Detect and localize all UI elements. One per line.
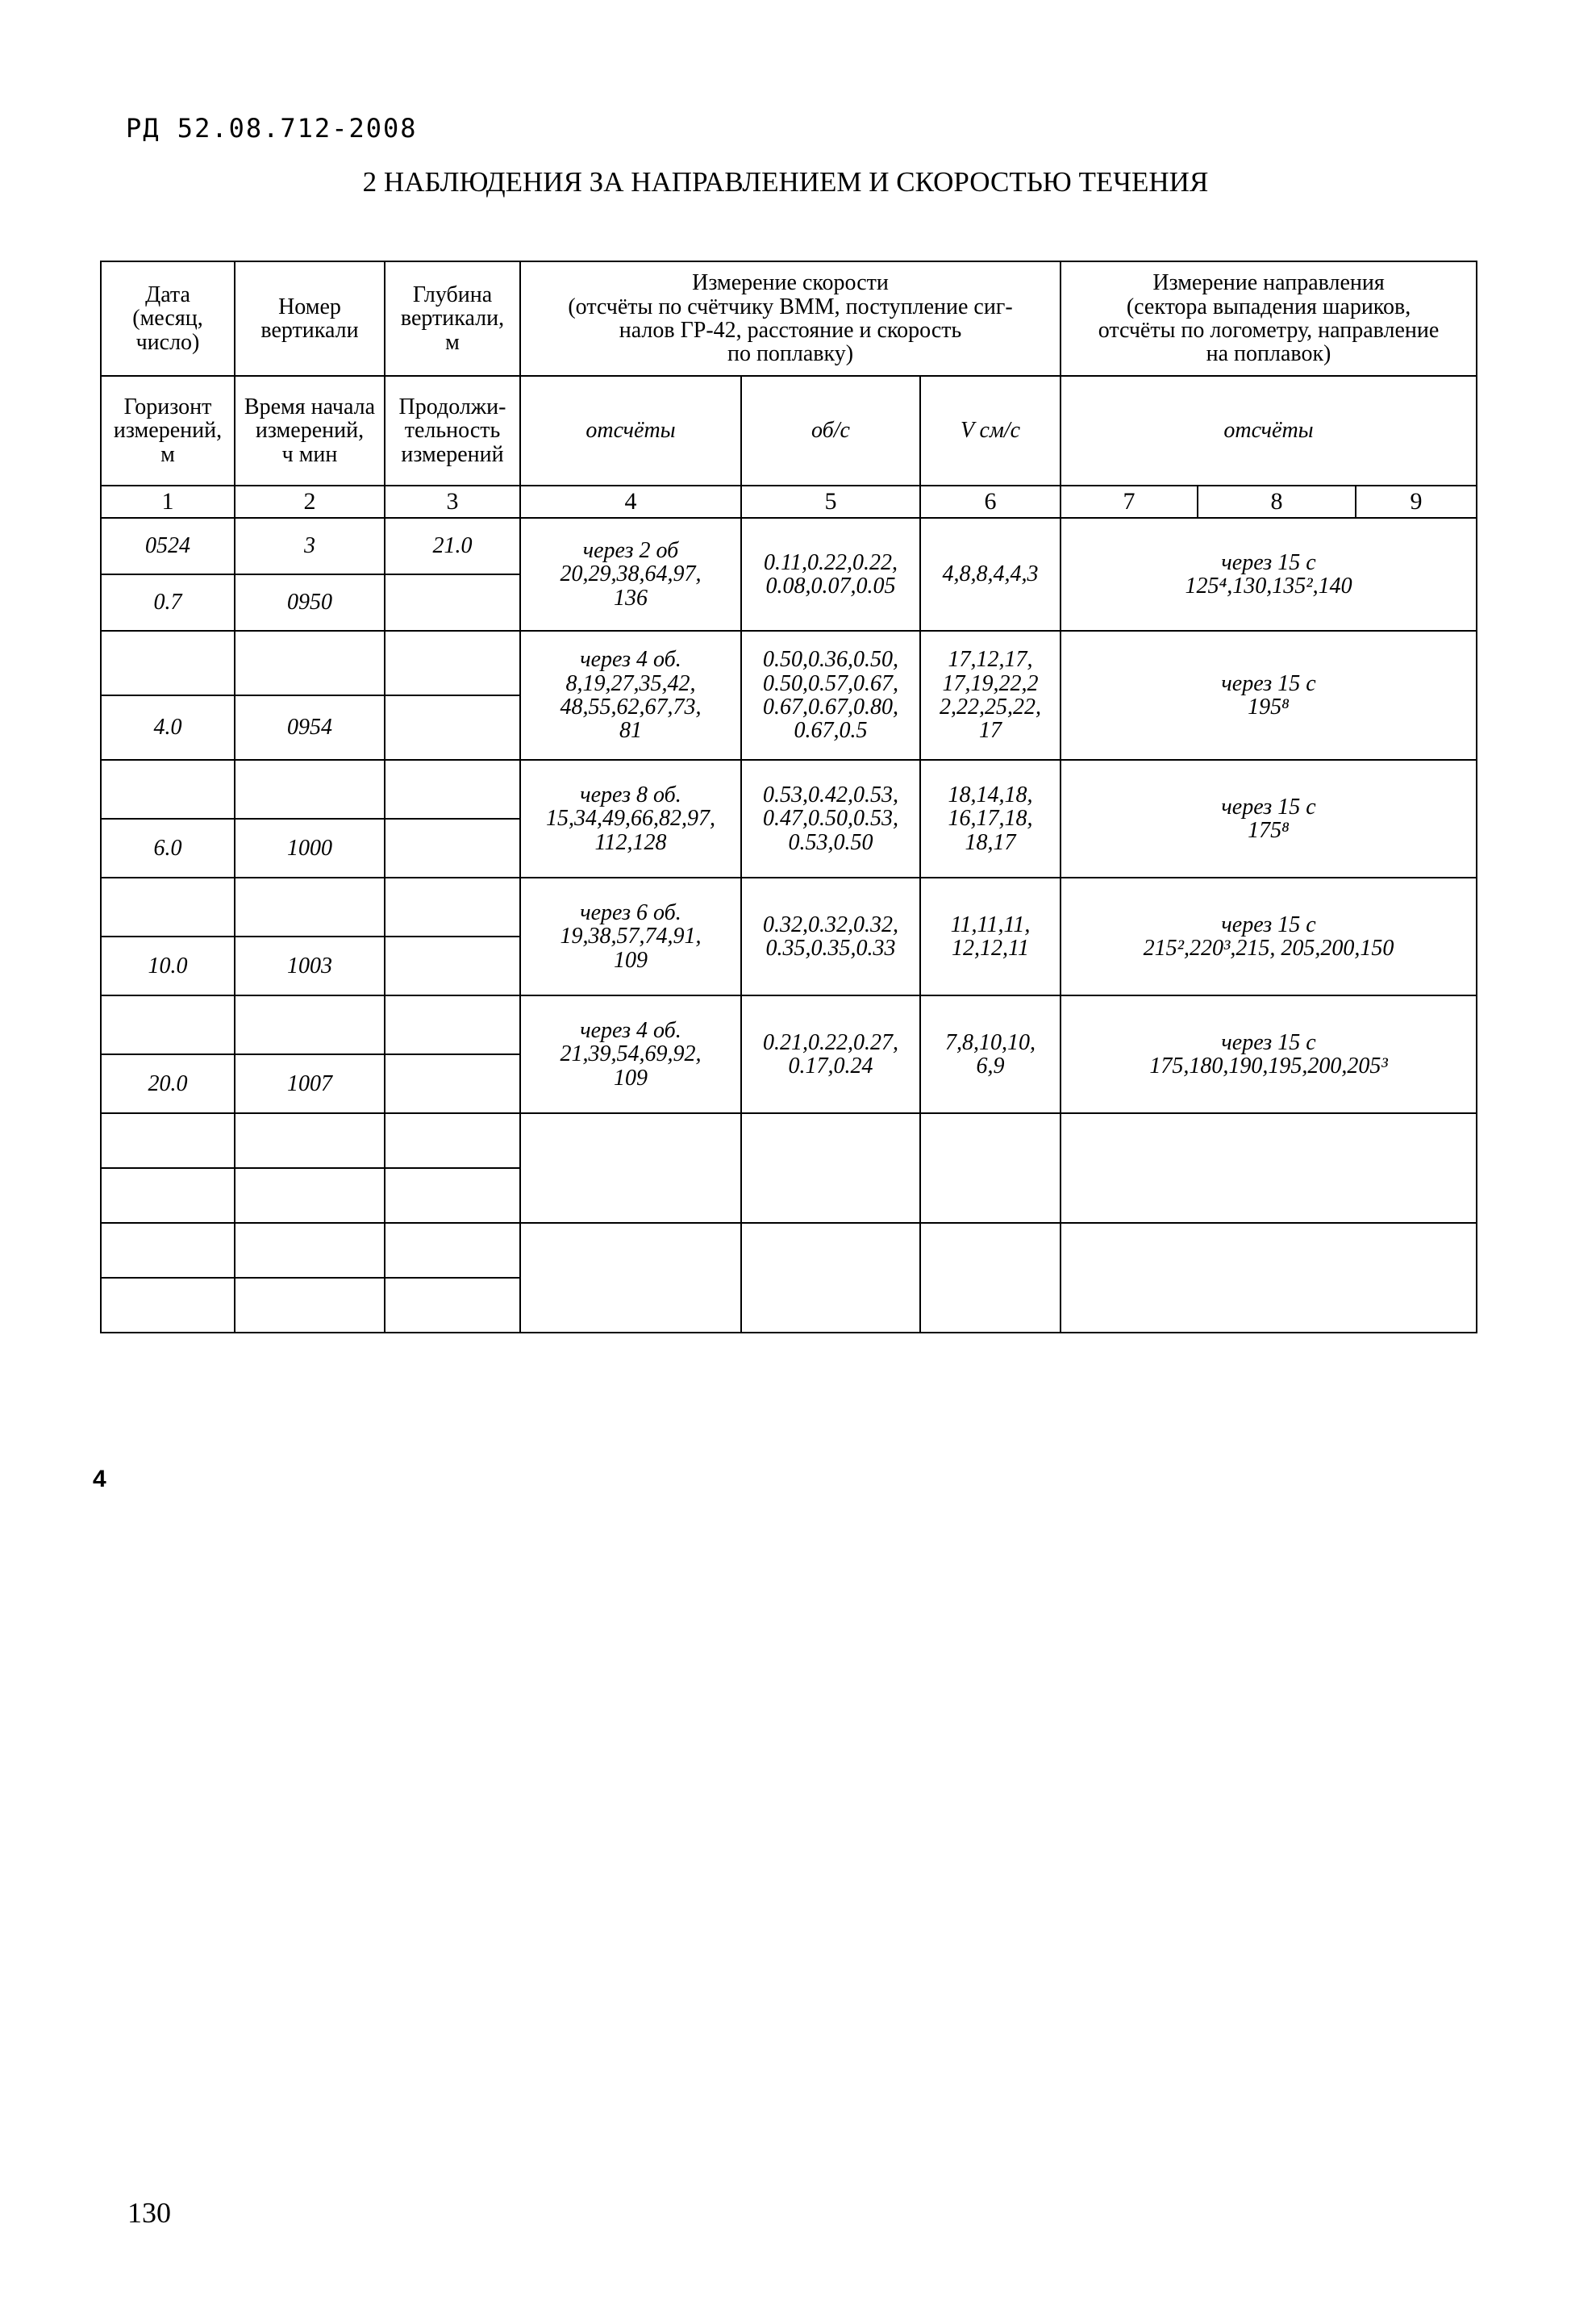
text-line: 12,12,11	[952, 936, 1029, 961]
readings-cell-text	[523, 901, 738, 972]
text-line: через 6 об.	[580, 899, 681, 925]
velocity-cell-text	[923, 913, 1057, 961]
text-line: через 4 об.	[580, 1017, 681, 1043]
text-line: 0.08,0.07,0.05	[765, 574, 896, 599]
revs-per-sec-cell	[741, 631, 920, 760]
empty-cell	[385, 1278, 520, 1333]
revs-per-sec-cell	[741, 760, 920, 878]
velocity-cell	[920, 760, 1061, 878]
vertical-number-cell	[235, 878, 385, 937]
empty-cell	[385, 1113, 520, 1168]
text-line: ч мин	[281, 441, 338, 467]
text-line: 0.67,0.5	[794, 718, 868, 744]
column-number: 2	[235, 486, 385, 518]
horizon-cell: 10.0	[101, 937, 235, 995]
column-number: 5	[741, 486, 920, 518]
text-line: через 2 об	[582, 537, 679, 563]
direction-readings-cell-text	[1064, 913, 1473, 961]
readings-cell	[520, 760, 741, 878]
header-direction-readings: отсчёты	[1061, 376, 1477, 486]
vertical-number-cell	[235, 631, 385, 695]
text-line: через 15 с	[1221, 670, 1316, 696]
text-line: Измерение скорости	[692, 270, 889, 296]
velocity-cell-text	[923, 562, 1057, 586]
empty-cell	[235, 1168, 385, 1223]
text-line: Горизонт	[123, 394, 212, 419]
start-time-cell: 0950	[235, 574, 385, 631]
horizon-cell: 4.0	[101, 695, 235, 760]
text-line: Дата	[145, 282, 190, 307]
readings-cell	[520, 518, 741, 631]
direction-readings-cell	[1061, 995, 1477, 1113]
direction-readings-cell-text	[1064, 795, 1473, 843]
empty-cell	[385, 1168, 520, 1223]
text-line: 109	[614, 1065, 648, 1091]
start-time-cell: 0954	[235, 695, 385, 760]
date-cell	[101, 760, 235, 819]
duration-cell	[385, 1054, 520, 1113]
vertical-number-cell: 3	[235, 518, 385, 574]
readings-cell-text	[523, 539, 738, 610]
velocity-cell	[920, 631, 1061, 760]
column-number: 1	[101, 486, 235, 518]
empty-cell	[235, 1278, 385, 1333]
text-line: 215²,220³,215, 205,200,150	[1143, 936, 1394, 961]
duration-cell	[385, 574, 520, 631]
text-line: через 8 об.	[580, 782, 681, 807]
text-line: 0.32,0.32,0.32,	[763, 912, 898, 937]
empty-cell	[101, 1278, 235, 1333]
text-line: вертикали,	[400, 306, 505, 332]
vertical-depth-cell	[385, 631, 520, 695]
text-line: 109	[614, 947, 648, 973]
document-code: РД 52.08.712-2008	[126, 113, 418, 144]
horizon-cell: 20.0	[101, 1054, 235, 1113]
text-line: 6,9	[976, 1054, 1005, 1079]
date-cell	[101, 878, 235, 937]
empty-cell	[920, 1113, 1061, 1223]
text-line: 0.67,0.67,0.80,	[763, 695, 898, 720]
text-line: через 15 с	[1221, 549, 1316, 575]
empty-cell	[101, 1113, 235, 1168]
text-line: 81	[619, 718, 642, 744]
text-line: через 4 об.	[580, 647, 681, 673]
direction-readings-cell	[1061, 878, 1477, 995]
direction-readings-cell	[1061, 518, 1477, 631]
text-line: м	[445, 329, 460, 355]
velocity-cell	[920, 878, 1061, 995]
observation-table	[100, 261, 1477, 1333]
duration-cell	[385, 937, 520, 995]
vertical-depth-cell	[385, 995, 520, 1054]
empty-cell	[741, 1113, 920, 1223]
text-line: 0.35,0.35,0.33	[765, 936, 896, 961]
header-start-time	[235, 376, 385, 486]
direction-readings-cell-text	[1064, 1031, 1473, 1079]
column-number: 4	[520, 486, 741, 518]
text-line: измерений,	[255, 418, 365, 444]
text-line: налов ГР-42, расстояние и скорость	[619, 318, 962, 343]
text-line: 15,34,49,66,82,97,	[546, 806, 715, 832]
text-line: Глубина	[412, 282, 493, 307]
text-line: по поплавку)	[727, 341, 854, 367]
text-line: (сектора выпадения шариков,	[1126, 294, 1411, 319]
empty-cell	[741, 1223, 920, 1333]
text-line: на поплавок)	[1206, 341, 1331, 367]
revs-per-sec-cell-text	[744, 1031, 917, 1079]
text-line: 17,19,22,2	[942, 670, 1039, 696]
text-line: 2,22,25,22,	[940, 695, 1041, 720]
duration-cell	[385, 695, 520, 760]
header-revs-per-sec: об/с	[741, 376, 920, 486]
start-time-cell: 1000	[235, 819, 385, 878]
start-time-cell: 1007	[235, 1054, 385, 1113]
empty-cell	[101, 1168, 235, 1223]
empty-cell	[920, 1223, 1061, 1333]
column-number: 3	[385, 486, 520, 518]
readings-cell-text	[523, 1019, 738, 1090]
velocity-cell	[920, 518, 1061, 631]
header-vertical-number	[235, 261, 385, 376]
empty-cell	[101, 1223, 235, 1278]
text-line: 125⁴,130,135²,140	[1185, 574, 1352, 599]
empty-cell	[235, 1223, 385, 1278]
revs-per-sec-cell-text	[744, 913, 917, 961]
text-line: Продолжи-	[398, 394, 506, 419]
date-cell	[101, 995, 235, 1054]
header-horizon	[101, 376, 235, 486]
text-line: 19,38,57,74,91,	[560, 924, 702, 949]
text-line: 48,55,62,67,73,	[560, 695, 702, 720]
text-line: измерений,	[113, 418, 223, 444]
text-line: через 15 с	[1221, 794, 1316, 820]
column-number: 8	[1198, 486, 1356, 518]
text-line: 17	[979, 718, 1002, 744]
text-line: 16,17,18,	[948, 806, 1033, 832]
text-line: (отсчёты по счётчику ВММ, поступление сиг-	[568, 294, 1013, 319]
header-duration	[385, 376, 520, 486]
velocity-cell-text	[923, 783, 1057, 854]
text-line: вертикали	[260, 318, 359, 343]
text-line: 18,17	[965, 829, 1016, 855]
readings-cell	[520, 878, 741, 995]
text-line: 18,14,18,	[948, 782, 1033, 807]
readings-cell	[520, 995, 741, 1113]
velocity-cell-text	[923, 1031, 1057, 1079]
column-number: 7	[1061, 486, 1198, 518]
empty-cell	[520, 1113, 741, 1223]
header-direction-measurement	[1061, 261, 1477, 376]
text-line: 7,8,10,10,	[945, 1029, 1036, 1055]
vertical-depth-cell	[385, 760, 520, 819]
text-line: (месяц,	[132, 306, 203, 332]
empty-cell	[520, 1223, 741, 1333]
text-line: 175⁸	[1248, 818, 1290, 843]
text-line: 175,180,190,195,200,205³	[1149, 1054, 1388, 1079]
text-line: 0.53,0.50	[788, 829, 873, 855]
revs-per-sec-cell	[741, 995, 920, 1113]
text-line: измерений	[401, 441, 504, 467]
text-line: Измерение направления	[1152, 270, 1385, 296]
start-time-cell: 1003	[235, 937, 385, 995]
text-line: отсчёты по логометру, направление	[1098, 318, 1440, 343]
vertical-number-cell	[235, 995, 385, 1054]
direction-readings-cell-text	[1064, 551, 1473, 599]
text-line: 0.50,0.36,0.50,	[763, 647, 898, 673]
revs-per-sec-cell-text	[744, 783, 917, 854]
text-line: 0.47,0.50,0.53,	[763, 806, 898, 832]
text-line: Номер	[278, 294, 341, 319]
header-vertical-depth	[385, 261, 520, 376]
text-line: через 15 с	[1221, 1029, 1316, 1055]
revs-per-sec-cell	[741, 878, 920, 995]
duration-cell	[385, 819, 520, 878]
header-speed-measurement	[520, 261, 1061, 376]
direction-readings-cell	[1061, 631, 1477, 760]
date-cell	[101, 631, 235, 695]
text-line: 11,11,11,	[950, 912, 1031, 937]
direction-readings-cell	[1061, 760, 1477, 878]
header-date	[101, 261, 235, 376]
text-line: Время начала	[244, 394, 376, 419]
readings-cell-text	[523, 648, 738, 743]
readings-cell-text	[523, 783, 738, 854]
empty-cell	[385, 1223, 520, 1278]
text-line: 4,8,8,4,4,3	[942, 561, 1039, 587]
text-line: 8,19,27,35,42,	[565, 670, 696, 696]
column-number: 9	[1356, 486, 1477, 518]
empty-cell	[1061, 1113, 1477, 1223]
velocity-cell-text	[923, 648, 1057, 743]
text-line: через 15 с	[1221, 912, 1316, 937]
text-line: 0.21,0.22,0.27,	[763, 1029, 898, 1055]
empty-cell	[1061, 1223, 1477, 1333]
text-line: м	[160, 441, 175, 467]
text-line: 112,128	[594, 829, 667, 855]
vertical-depth-cell: 21.0	[385, 518, 520, 574]
text-line: 0.17,0.24	[788, 1054, 873, 1079]
text-line: 136	[614, 585, 648, 611]
text-line: 0.50,0.57,0.67,	[763, 670, 898, 696]
revs-per-sec-cell	[741, 518, 920, 631]
text-line: тельность	[404, 418, 501, 444]
revs-per-sec-cell-text	[744, 648, 917, 743]
horizon-cell: 0.7	[101, 574, 235, 631]
vertical-depth-cell	[385, 878, 520, 937]
direction-readings-cell-text	[1064, 672, 1473, 720]
vertical-number-cell	[235, 760, 385, 819]
text-line: число)	[135, 329, 200, 355]
side-number: 4	[93, 1466, 106, 1492]
text-line: 21,39,54,69,92,	[560, 1041, 702, 1067]
empty-cell	[235, 1113, 385, 1168]
text-line: 0.11,0.22,0.22,	[764, 549, 898, 575]
readings-cell	[520, 631, 741, 760]
text-line: 195⁸	[1248, 695, 1290, 720]
revs-per-sec-cell-text	[744, 551, 917, 599]
header-velocity: V см/с	[920, 376, 1061, 486]
text-line: 17,12,17,	[948, 647, 1033, 673]
date-cell: 0524	[101, 518, 235, 574]
text-line: 0.53,0.42,0.53,	[763, 782, 898, 807]
page-number: 130	[127, 2197, 171, 2229]
section-title: 2 НАБЛЮДЕНИЯ ЗА НАПРАВЛЕНИЕМ И СКОРОСТЬЮ ТЕЧЕНИЯ	[362, 166, 1209, 198]
column-number: 6	[920, 486, 1061, 518]
text-line: 20,29,38,64,97,	[560, 561, 702, 587]
horizon-cell: 6.0	[101, 819, 235, 878]
velocity-cell	[920, 995, 1061, 1113]
header-readings: отсчёты	[520, 376, 741, 486]
